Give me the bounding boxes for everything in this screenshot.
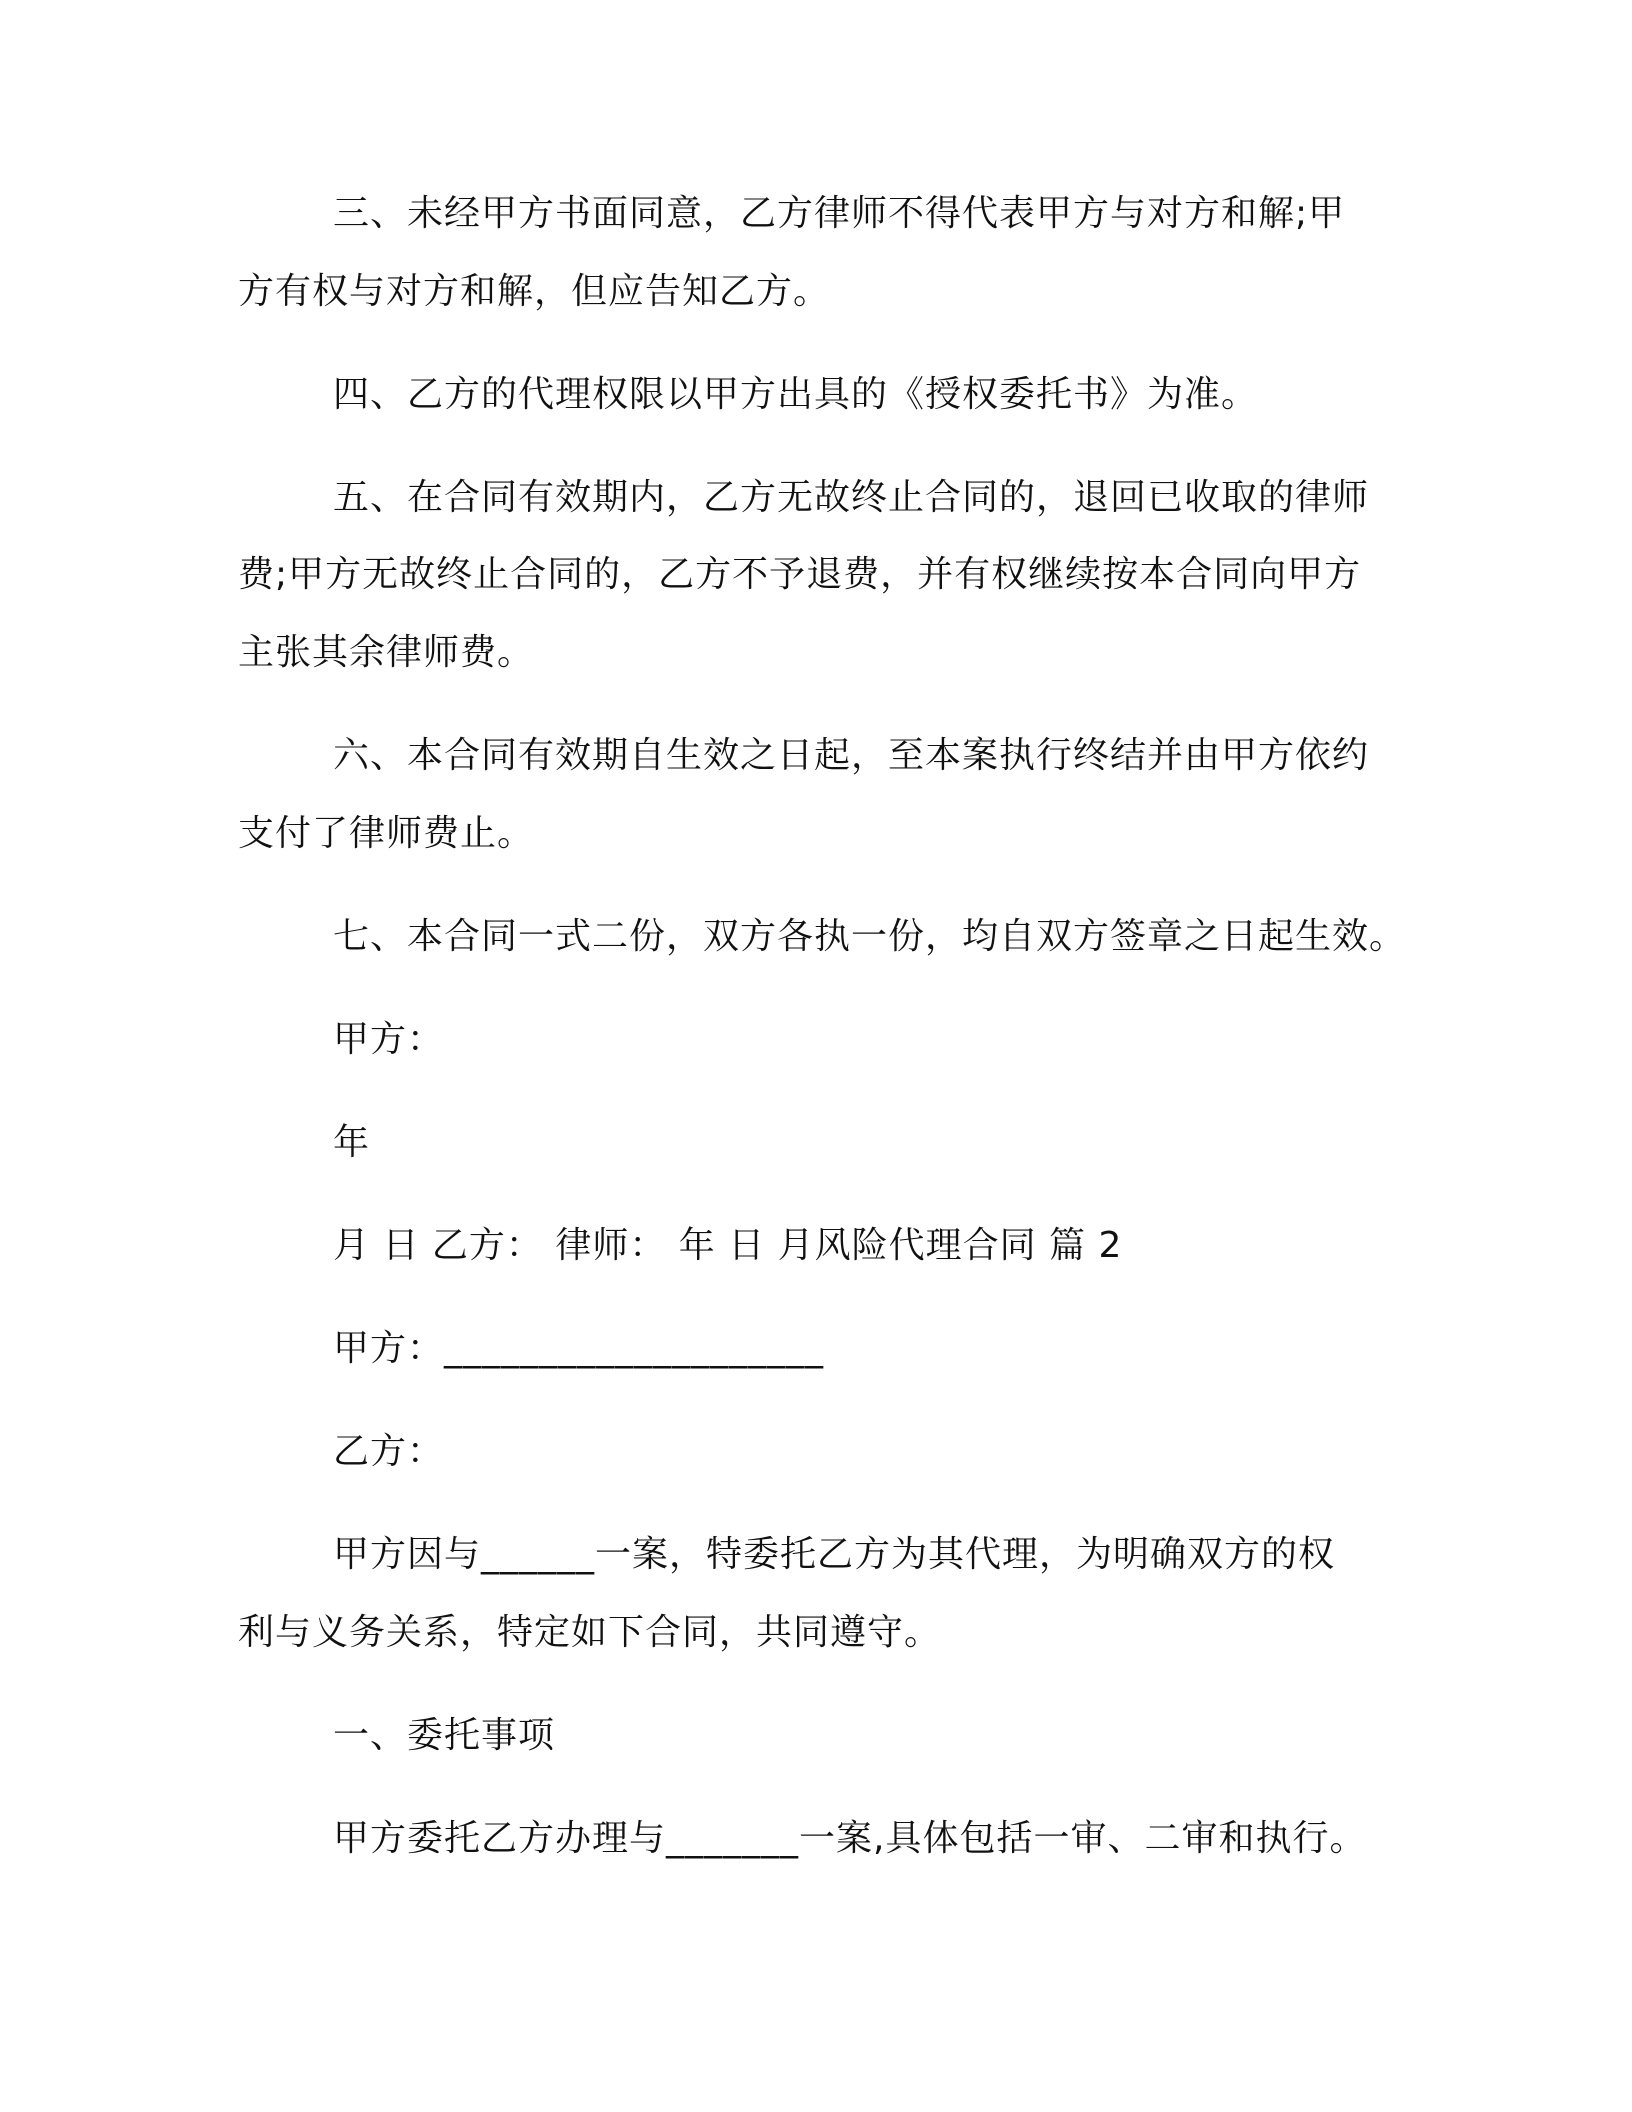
- clause-6-line-2: 支付了律师费止。: [238, 813, 535, 854]
- clause-7-line-1: 七、本合同一式二份，双方各执一份，均自双方签章之日起生效。: [333, 916, 1407, 957]
- clause-5-line-1: 五、在合同有效期内，乙方无故终止合同的，退回已收取的律师: [333, 477, 1370, 518]
- clause-3-line-2: 方有权与对方和解，但应告知乙方。: [238, 271, 831, 312]
- clause-4-line-1: 四、乙方的代理权限以甲方出具的《授权委托书》为准。: [333, 374, 1259, 415]
- section-heading-1: 一、委托事项: [333, 1715, 556, 1756]
- party-b-field: 乙方：: [333, 1431, 445, 1472]
- year-label: 年: [333, 1122, 371, 1163]
- clause-5-line-3: 主张其余律师费。: [238, 632, 535, 673]
- entrusted-matter-line: 甲方委托乙方办理与_______一案,具体包括一审、二审和执行。: [333, 1818, 1367, 1859]
- clause-3-line-1: 三、未经甲方书面同意，乙方律师不得代表甲方与对方和解;甲: [333, 193, 1346, 234]
- party-a-field: 甲方：____________________: [333, 1328, 825, 1369]
- clause-5-line-2: 费;甲方无故终止合同的，乙方不予退费，并有权继续按本合同向甲方: [238, 554, 1362, 595]
- party-a-signature-label: 甲方：: [333, 1019, 445, 1060]
- signature-date-line: 月 日 乙方： 律师： 年 日 月风险代理合同 篇 2: [333, 1225, 1123, 1266]
- preamble-line-1: 甲方因与______一案，特委托乙方为其代理，为明确双方的权: [333, 1534, 1336, 1575]
- preamble-line-2: 利与义务关系，特定如下合同，共同遵守。: [238, 1612, 942, 1653]
- clause-6-line-1: 六、本合同有效期自生效之日起，至本案执行终结并由甲方依约: [333, 735, 1370, 776]
